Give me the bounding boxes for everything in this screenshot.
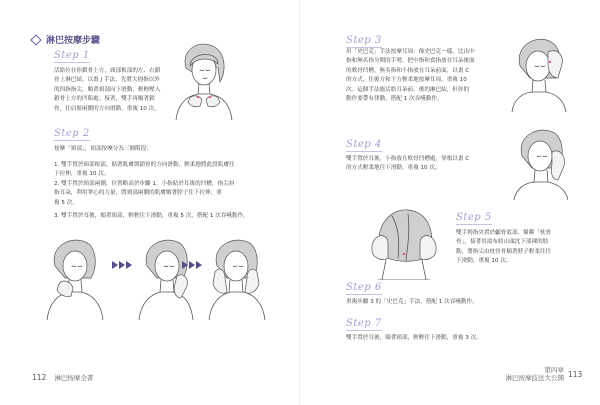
diamond-bullet-icon [30, 34, 41, 45]
right-folio-number: 113 [568, 370, 583, 379]
arrow-right-icon [112, 260, 132, 270]
step7-text: 雙手置於耳後，順著頸部，輕輕往下滑動，重複 3 次。 [346, 335, 482, 341]
step2-figure-1 [45, 232, 105, 320]
step2-label: Step 2 [54, 128, 90, 139]
step3-illustration [506, 32, 568, 112]
right-page [300, 0, 600, 405]
step1-text: 活絡位在你鎖骨上方，頸部根部的左、右鎖 骨上淋巴結，以畫 J 手法，先將大拇指以外 的四指指尖，順著頸部向下滑動，輕輕壓入 鎖骨上方的凹陷處；接著，雙手再順著鎖 骨，往肩膀兩側的方向滑動，重複 10 次。 [54, 68, 161, 112]
step1-illustration [172, 38, 234, 120]
step4-illustration [512, 124, 568, 200]
step2-figure-2 [135, 232, 195, 320]
step6-text: 重複步驟 3 的「史巴克」手法，搭配 1 次吞嚥動作。 [346, 299, 478, 305]
step3-label: Step 3 [346, 35, 382, 46]
step6-label: Step 6 [346, 282, 382, 293]
step2-intro: 按摩「頸部」，頸部按摩分為三個階段： [54, 146, 152, 152]
step3-text: 用「史巴克」手法按摩耳周：像史巴克一樣，比出中 指和無名指分開的手勢，把中指和食指放在耳朵後面 的軟骨凹槽，無名指和小指放在耳朵前面，以畫 C 的方式，往後方和下方輕柔地按摩耳周，重複 10 次。這個手法能活絡耳朵前、後的淋巴結，但你的 動作要帶有律動，搭配 1 次吞嚥動作。 [346, 49, 475, 103]
step2-list: 1. 雙手置於頸部根部，貼著肌膚朝鎖骨的方向滑動，輕柔地將此段肌膚往 下拉伸，重複 10 次。 2. 雙手置於頸部兩側，位置略高於步驟 1，小指貼於耳後的凹槽，指尖斜 指耳朵，利用掌心的力量，將頸部兩側的肌膚順著脖子往下拉伸，重 複 5 次。 3. 雙手置於耳後，順著頸部，輕輕往下滑動，重複 5 次，搭配 1 次吞嚥動作。 [54, 162, 249, 220]
step5-illustration [364, 206, 444, 280]
arrow-right-icon [182, 260, 202, 270]
left-folio: 112 淋巴按摩全書 [32, 373, 94, 382]
step4-label: Step 4 [346, 139, 382, 150]
step1-label: Step 1 [54, 50, 90, 61]
step5-text: 雙手拇指央置於顱骨底部，緊鄰「枕骨 骨」，接著用湯布收山頭沈下部裸的肋 動，將指尖由枕骨骨順著脖子輕柔往往 下滑動，重複 10 次。 [456, 230, 552, 265]
right-folio-chapter: 第四章 淋巴按摩技法大公開 [505, 366, 564, 382]
section-title: 淋巴按摩步驟 [32, 33, 100, 46]
step2-figure-3 [205, 232, 267, 320]
step7-label: Step 7 [346, 318, 382, 329]
step5-label: Step 5 [456, 212, 492, 223]
step4-text: 雙手置於耳後，小指放在軟骨凹槽處，掌根以畫 C 的方式輕柔地往下滑動，重複 10 次。 [346, 156, 470, 172]
